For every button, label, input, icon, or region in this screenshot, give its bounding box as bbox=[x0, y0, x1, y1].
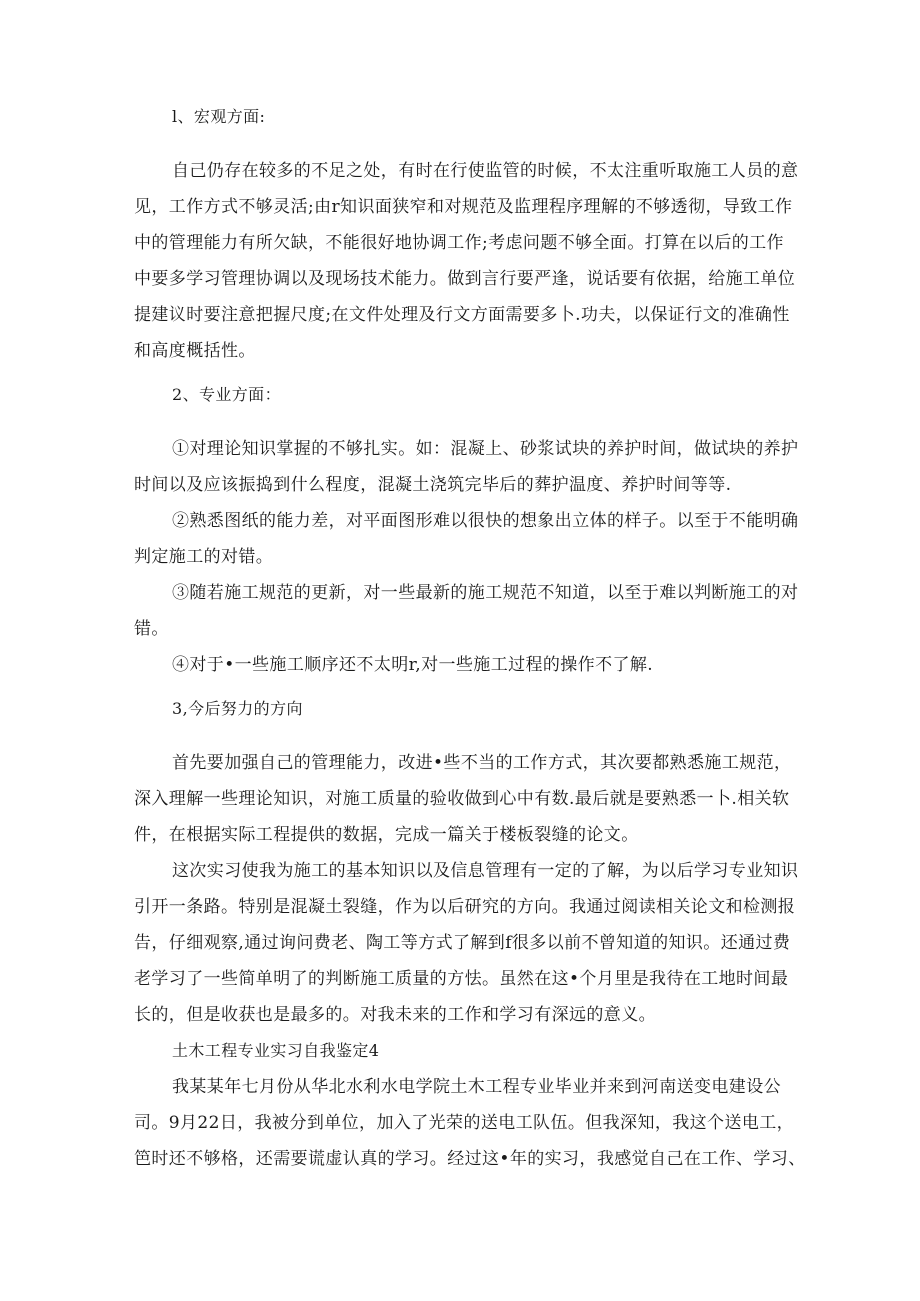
paragraph-line: 自己仍存在较多的不足之处，有时在行使监管的时候，不太注重听取施工人员的意 bbox=[172, 161, 799, 181]
paragraph-line: 首先要加强自己的管理能力，改进•些不当的工作方式，其次要都熟悉施工规范， bbox=[172, 753, 792, 773]
paragraph-line: 司。9月22日，我被分到单位，加入了光荣的送电工队伍。但我深知，我这个送电工， bbox=[134, 1113, 795, 1133]
paragraph-line: 长的，但是收获也是最多的。对我未来的工作和学习有深远的意义。 bbox=[134, 1005, 656, 1025]
paragraph-line: 这次实习使我为施工的基本知识以及信息管理有一定的了解，为以后学习专业知识 bbox=[172, 861, 799, 881]
paragraph-line: 中的管理能力有所欠缺，不能很好地协调工作;考虑问题不够全面。打算在以后的工作 bbox=[134, 233, 784, 253]
paragraph-line: 我某某年七月份从华北水利水电学院土木工程专业毕业并来到河南送变电建设公 bbox=[172, 1077, 781, 1097]
paragraph-line: 老学习了一些简单明了的判断施工质量的方怯。虽然在这•个月里是我待在工地时间最 bbox=[134, 969, 789, 989]
section-heading-future: 3,今后努力的方向 bbox=[172, 699, 303, 718]
paragraph-line: 和高度概括性。 bbox=[134, 341, 256, 361]
list-item-line: 判定施工的对错。 bbox=[134, 547, 274, 567]
paragraph-line: 深入理解一些理论知识，对施工质量的验收做到心中有数.最后就是要熟悉一卜.相关软 bbox=[134, 789, 790, 809]
paragraph-line: 笆时还不够格，还需要谎虚认真的学习。经过这•年的实习，我感觉自己在工作、学习、 bbox=[134, 1149, 806, 1169]
paragraph-line: 引开一条路。特别是混凝土裂缝，作为以后研究的方向。我通过阅读相关论文和检测报 bbox=[134, 897, 796, 917]
list-item-line: 时间以及应该振捣到什么程度，混凝土浇筑完毕后的葬护温度、养护时间等等. bbox=[134, 475, 732, 495]
list-item-line: ③随若施工规范的更新，对一些最新的施工规范不知道，以至于难以判断施工的对 bbox=[172, 583, 799, 603]
section-title-self-evaluation-4: 土木工程专业实习自我鉴定4 bbox=[172, 1041, 380, 1060]
list-item-line: ①对理论知识掌握的不够扎实。如：混凝上、砂浆试块的养护时间，做试块的养护 bbox=[172, 439, 799, 459]
section-heading-macro: l、宏观方面: bbox=[172, 107, 266, 126]
paragraph-line: 中要多学习管理协调以及现场技术能力。做到言行要严逢，说话要有依据，给施工单位 bbox=[134, 269, 796, 289]
paragraph-line: 告，仔细观察,通过询问费老、陶工等方式了解到f很多以前不曾知道的知识。还通过费 bbox=[134, 933, 791, 953]
paragraph-line: 件，在根据实际工程提供的数据，完成一篇关于楼板裂缝的论文。 bbox=[134, 825, 639, 845]
list-item-line: ④对于•一些施工顺序还不太明r,对一些施工过程的操作不了解. bbox=[172, 655, 654, 675]
paragraph-line: 见，工作方式不够灵活;由r知识面狭窄和对规范及监理程序理解的不够透彻，导致工作 bbox=[134, 197, 793, 217]
section-heading-professional: 2、专业方面： bbox=[172, 385, 281, 404]
list-item-line: 错。 bbox=[134, 619, 169, 639]
list-item-line: ②熟悉图纸的能力差，对平面图形难以很快的想象出立体的样子。以至于不能明确 bbox=[172, 511, 799, 531]
paragraph-line: 提建议时要注意把握尺度;在文件处理及行文方面需要多卜.功夫，以保证行文的准确性 bbox=[134, 305, 790, 325]
